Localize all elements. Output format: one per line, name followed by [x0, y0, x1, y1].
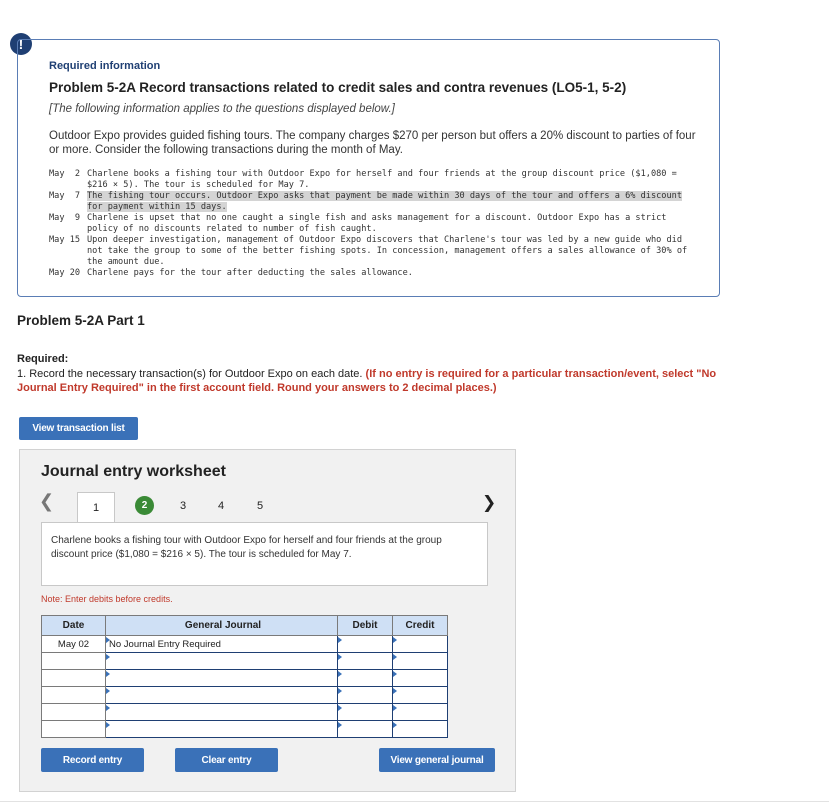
debit-input[interactable] — [338, 670, 393, 687]
credit-input[interactable] — [393, 670, 448, 687]
transaction-list — [49, 169, 699, 279]
required-instruction — [17, 367, 717, 395]
transaction-date: May 9 — [49, 213, 81, 223]
account-select[interactable] — [106, 704, 338, 721]
transaction-date: May 2 — [49, 169, 81, 179]
table-row — [42, 653, 448, 670]
tab-2[interactable]: 2 — [135, 496, 154, 515]
part-title: Problem 5-2A Part 1 — [17, 313, 145, 328]
table-row — [42, 721, 448, 738]
account-select[interactable] — [106, 721, 338, 738]
debit-input[interactable] — [338, 721, 393, 738]
debit-input[interactable] — [338, 704, 393, 721]
journal-entry-worksheet — [19, 449, 516, 792]
date-cell — [42, 721, 106, 738]
table-row — [42, 636, 448, 653]
column-header-date: Date — [42, 616, 106, 636]
divider — [0, 801, 829, 802]
transaction-date: May 20 — [49, 268, 81, 278]
table-row — [42, 670, 448, 687]
transaction-text: Charlene books a fishing tour with Outdoor Expo for herself and four friends at the group discount price ($1,080 = $216 × 5). The tour is scheduled for May 7. — [87, 169, 677, 190]
debit-input[interactable] — [338, 687, 393, 704]
transaction-row — [49, 268, 699, 279]
account-select[interactable] — [106, 670, 338, 687]
tab-5[interactable]: 5 — [256, 499, 264, 512]
worksheet-title: Journal entry worksheet — [41, 463, 226, 480]
credit-input[interactable] — [393, 687, 448, 704]
applies-note: [The following information applies to the questions displayed below.] — [49, 103, 395, 115]
date-cell — [42, 704, 106, 721]
view-general-journal-button[interactable]: View general journal — [379, 748, 495, 772]
debit-input[interactable] — [338, 636, 393, 653]
date-cell: May 02 — [42, 636, 106, 653]
credit-input[interactable] — [393, 653, 448, 670]
date-cell — [42, 670, 106, 687]
transaction-date: May 7 — [49, 191, 81, 201]
chevron-left-icon[interactable]: ❮ — [39, 491, 55, 511]
column-header-credit: Credit — [393, 616, 448, 636]
transaction-description: Charlene books a fishing tour with Outdoor Expo for herself and four friends at the group discount price ($1,080 = $216 × 5). The tour is scheduled for May 7. — [41, 522, 488, 586]
account-select[interactable]: No Journal Entry Required — [106, 636, 338, 653]
view-transaction-list-button[interactable]: View transaction list — [19, 417, 138, 440]
account-select[interactable] — [106, 687, 338, 704]
debits-note: Note: Enter debits before credits. — [41, 594, 173, 604]
transaction-row — [49, 213, 699, 235]
alert-icon: ! — [10, 33, 32, 55]
journal-table — [41, 615, 448, 738]
transaction-text: Charlene pays for the tour after deducting the sales allowance. — [87, 268, 413, 278]
instruction-emphasis: (If no entry is required for a particular transaction/event, select "No Journal Entry Required" in the first account field. Round your answers to 2 decimal places.) — [17, 368, 717, 394]
problem-intro: Outdoor Expo provides guided fishing tours. The company charges $270 per person but offers a 20% discount to parties of four or more. Consider the following transactions during the month of May. — [49, 130, 696, 156]
required-information-label: Required information — [49, 60, 161, 72]
credit-input[interactable] — [393, 704, 448, 721]
credit-input[interactable] — [393, 636, 448, 653]
required-information-panel — [17, 39, 720, 297]
table-row — [42, 704, 448, 721]
required-heading: Required: — [17, 353, 69, 365]
tab-1[interactable]: 1 — [77, 492, 115, 522]
tab-4[interactable]: 4 — [217, 499, 225, 512]
instruction-text: 1. Record the necessary transaction(s) for Outdoor Expo on each date. — [17, 368, 363, 380]
column-header-debit: Debit — [338, 616, 393, 636]
transaction-row — [49, 191, 699, 213]
transaction-row — [49, 235, 699, 268]
transaction-row — [49, 169, 699, 191]
transaction-text-highlighted: The fishing tour occurs. Outdoor Expo asks that payment be made within 30 days of the tour and offers a 6% discount for payment within 15 days. — [87, 191, 682, 212]
transaction-text: Upon deeper investigation, management of Outdoor Expo discovers that Charlene's tour was led by a new guide who did not take the group to some of the better fishing spots. In concession, management offers a sales allowance of 30% of the amount due. — [87, 235, 688, 267]
account-select[interactable] — [106, 653, 338, 670]
table-row — [42, 687, 448, 704]
record-entry-button[interactable]: Record entry — [41, 748, 144, 772]
clear-entry-button[interactable]: Clear entry — [175, 748, 278, 772]
transaction-text: Charlene is upset that no one caught a single fish and asks management for a discount. Outdoor Expo has a strict policy of no discounts related to number of fish caught. — [87, 213, 667, 234]
problem-title: Problem 5-2A Record transactions related to credit sales and contra revenues (LO5-1, 5-2) — [49, 80, 627, 95]
date-cell — [42, 653, 106, 670]
date-cell — [42, 687, 106, 704]
tab-3[interactable]: 3 — [179, 499, 187, 512]
chevron-right-icon[interactable]: ❯ — [482, 493, 497, 512]
transaction-date: May 15 — [49, 235, 81, 245]
credit-input[interactable] — [393, 721, 448, 738]
column-header-general-journal: General Journal — [106, 616, 338, 636]
debit-input[interactable] — [338, 653, 393, 670]
